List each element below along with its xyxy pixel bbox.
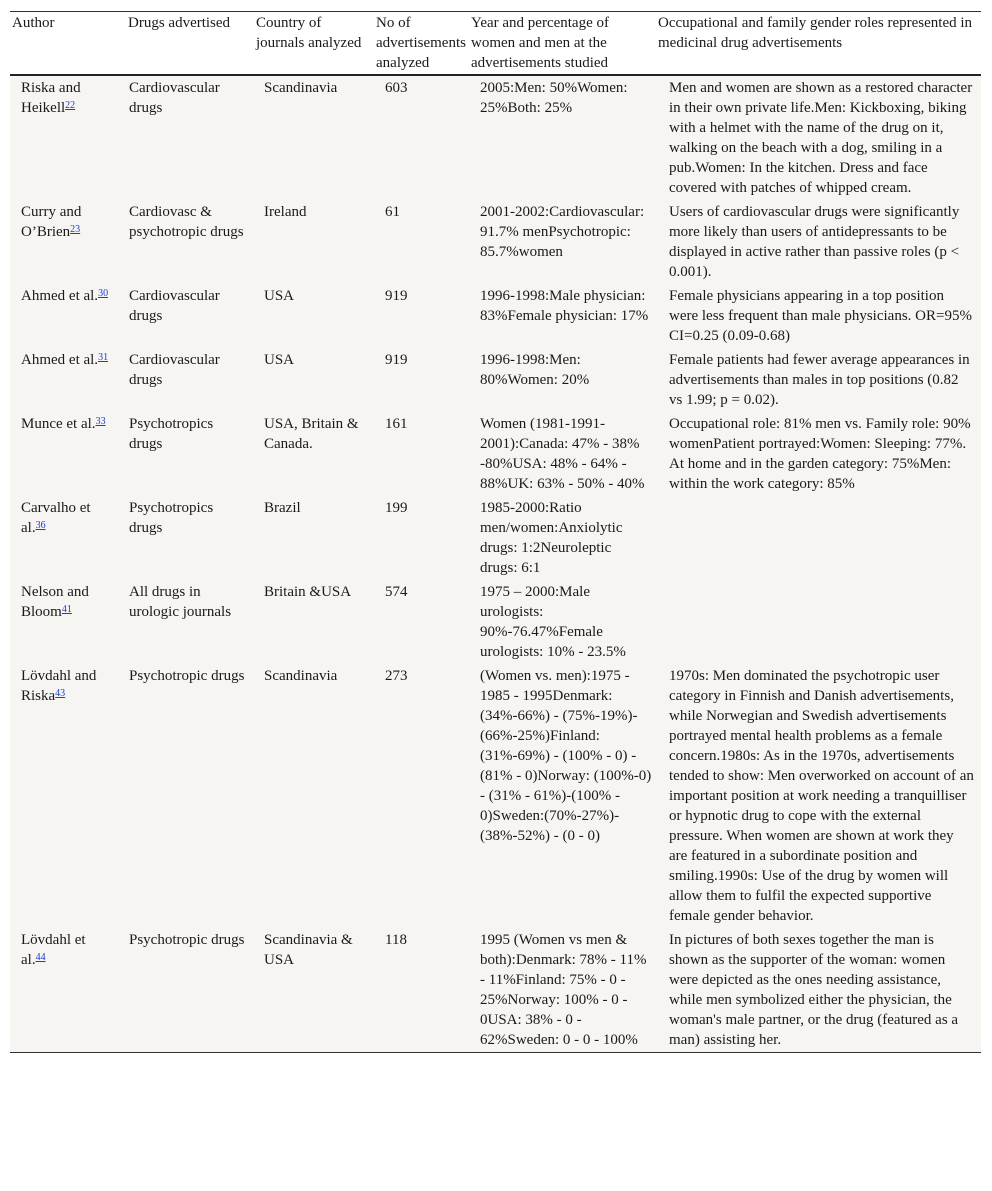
header-year-percentage: Year and percentage of women and men at the advertisements studied (469, 12, 658, 76)
count-cell: 61 (385, 204, 400, 220)
roles-cell: Users of cardiovascular drugs were significantly more likely than users of antidepressants to be displayed in active rather than passive roles (p < 0.001). (669, 204, 960, 280)
count-cell: 603 (385, 80, 408, 96)
year-percentage-cell: 2001-2002:Cardiovascular: 91.7% menPsychotropic: 85.7%women (480, 204, 645, 260)
country-cell: USA (264, 288, 295, 304)
year-percentage-cell: 1975 – 2000:Male urologists: 90%-76.47%Female urologists: 10% - 23.5% (480, 584, 626, 660)
country-cell: USA (264, 352, 295, 368)
drug-ads-gender-table (10, 11, 981, 1053)
author-name: Lövdahl et al. (21, 932, 86, 968)
header-drugs-advertised: Drugs advertised (118, 12, 253, 76)
author-cell (10, 580, 118, 664)
drugs-cell: Cardiovascular drugs (129, 80, 220, 116)
country-cell: Ireland (264, 204, 307, 220)
country-cell: Scandinavia (264, 80, 338, 96)
table-row (10, 284, 981, 348)
roles-cell: Female patients had fewer average appearances in advertisements than males in top positions (0.82 vs 1.99; p = 0.02). (669, 352, 970, 408)
drugs-cell: Psychotropics drugs (129, 416, 214, 452)
year-percentage-cell: 2005:Men: 50%Women: 25%Both: 25% (480, 80, 628, 116)
year-percentage-cell: 1996-1998:Male physician: 83%Female physician: 17% (480, 288, 649, 324)
roles-cell: Female physicians appearing in a top position were less frequent than male physicians. OR=95% CI=0.25 (0.09-0.68) (669, 288, 972, 344)
roles-cell: In pictures of both sexes together the man is shown as the supporter of the woman: women were depicted as the ones needing assistance, while men symbolized either the physician, the woman's male partner, or the drug (featured as a man) assisting her. (658, 928, 981, 1053)
year-percentage-cell: 1985-2000:Ratio men/women:Anxiolytic drugs: 1:2Neuroleptic drugs: 6:1 (480, 500, 623, 576)
country-cell: Scandinavia (264, 668, 338, 684)
author-name: Curry and O’Brien (21, 204, 82, 240)
table-header (10, 12, 981, 76)
table-row (10, 664, 981, 928)
reference-link[interactable]: 43 (55, 688, 66, 699)
year-percentage-cell: 1996-1998:Men: 80%Women: 20% (480, 352, 590, 388)
table-row (10, 928, 981, 1053)
year-percentage-cell: Women (1981-1991-2001):Canada: 47% - 38% -80%USA: 48% - 64% - 88%UK: 63% - 50% - 40% (480, 416, 645, 492)
author-cell (10, 200, 118, 284)
count-cell: 273 (385, 668, 408, 684)
author-cell (10, 664, 118, 928)
table-body (10, 75, 981, 1053)
reference-link[interactable]: 41 (61, 604, 72, 615)
author-name: Carvalho et al. (21, 500, 91, 536)
reference-link[interactable]: 23 (70, 224, 81, 235)
header-country: Country of journals analyzed (253, 12, 374, 76)
reference-link[interactable]: 30 (98, 288, 109, 299)
reference-link[interactable]: 33 (95, 416, 106, 427)
table-row (10, 412, 981, 496)
count-cell: 574 (385, 584, 408, 600)
count-cell: 118 (374, 928, 469, 1053)
country-cell: Brazil (264, 500, 301, 516)
count-cell: 919 (385, 352, 408, 368)
drugs-cell: Cardiovascular drugs (129, 288, 220, 324)
author-name: Nelson and Bloom (21, 584, 89, 620)
table-row (10, 580, 981, 664)
year-percentage-cell: (Women vs. men):1975 - 1985 - 1995Denmark: (34%-66%) - (75%-19%)-(66%-25%)Finland:(31%-69%) - (100% - 0) - (81% - 0)Norway: (100%-0) - (31% - 61%)-(100% - 0)Sweden:(70%-27%)-(38%-52%) - (0 - 0) (480, 668, 652, 844)
author-cell (10, 284, 118, 348)
count-cell: 199 (385, 500, 408, 516)
count-cell: 919 (385, 288, 408, 304)
header-gender-roles: Occupational and family gender roles represented in medicinal drug advertisements (658, 12, 981, 76)
author-cell (10, 348, 118, 412)
author-name: Lövdahl and Riska (21, 668, 97, 704)
author-cell (10, 412, 118, 496)
header-row (10, 12, 981, 76)
drugs-cell: Psychotropics drugs (129, 500, 214, 536)
table-row (10, 496, 981, 580)
roles-cell: Men and women are shown as a restored character in their own private life.Men: Kickboxing, biking with a helmet with the name of the drug on it, walking on the beach with a dog, smiling in a pub.Women: In the kitchen. Dress and face covered with patches of whipped cream. (669, 80, 973, 196)
author-cell (10, 75, 118, 200)
roles-cell (658, 496, 981, 580)
roles-cell (658, 580, 981, 664)
reference-link[interactable]: 31 (98, 352, 109, 363)
table-container (10, 11, 981, 1053)
author-name: Munce et al. (21, 416, 96, 432)
count-cell: 161 (385, 416, 408, 432)
reference-link[interactable]: 36 (35, 520, 46, 531)
table-row (10, 348, 981, 412)
header-author: Author (10, 12, 118, 76)
author-name: Ahmed et al. (21, 352, 99, 368)
reference-link[interactable]: 44 (35, 952, 46, 963)
country-cell: Britain &USA (264, 584, 352, 600)
reference-link[interactable]: 22 (65, 100, 76, 111)
drugs-cell: Cardiovasc & psychotropic drugs (129, 204, 244, 240)
author-name: Riska and Heikell (21, 80, 81, 116)
country-cell: Scandinavia & USA (253, 928, 374, 1053)
author-cell (10, 928, 118, 1053)
year-percentage-cell: 1995 (Women vs men & both):Denmark: 78% - 11% - 11%Finland: 75% - 0 - 25%Norway: 100% - 0 - 0USA: 38% - 0 - 62%Sweden: 0 - 0 - 100% (469, 928, 658, 1053)
roles-cell: Occupational role: 81% men vs. Family role: 90% womenPatient portrayed:Women: Sleeping: 77%. At home and in the garden category: 75%Men: within the work category: 85% (669, 416, 971, 492)
header-ad-count: No of advertisements analyzed (374, 12, 469, 76)
drugs-cell: Psychotropic drugs (118, 928, 253, 1053)
roles-cell: 1970s: Men dominated the psychotropic user category in Finnish and Danish advertisements, while Norwegian and Swedish advertisements portrayed mental health problems as a female concern.1980s: As in the 1970s, advertisements tended to show: Men overworked on account of an important position at work needing a tranquilliser or hypnotic drug to cope with the external pressure. When women are shown at work they are featured in a subordinate position and smiling.1990s: Use of the drug by women will allow them to fulfil the expected supportive female gender behavior. (669, 668, 974, 924)
table-row (10, 75, 981, 200)
author-cell (10, 496, 118, 580)
drugs-cell: All drugs in urologic journals (129, 584, 232, 620)
author-name: Ahmed et al. (21, 288, 99, 304)
country-cell: USA, Britain & Canada. (264, 416, 359, 452)
drugs-cell: Cardiovascular drugs (129, 352, 220, 388)
drugs-cell: Psychotropic drugs (129, 668, 245, 684)
table-row (10, 200, 981, 284)
